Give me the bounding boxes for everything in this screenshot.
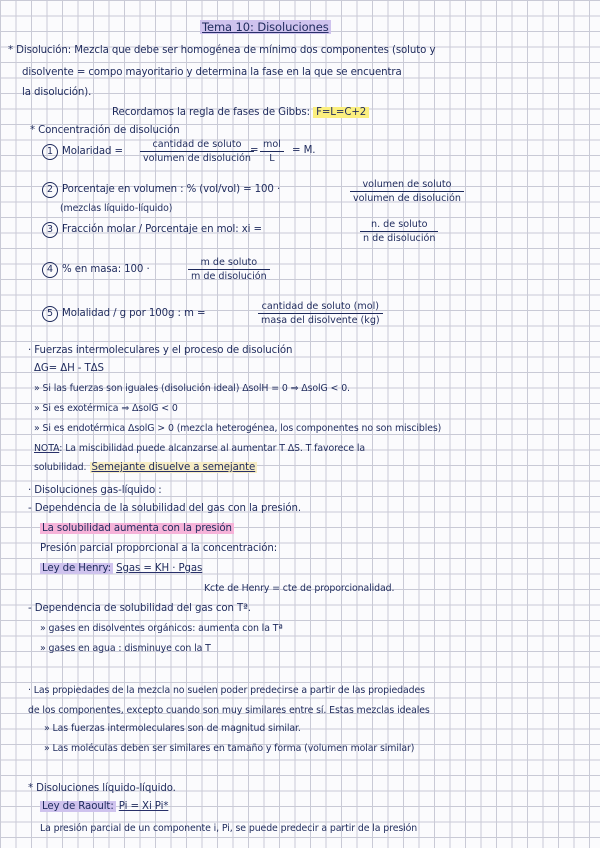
rule-text: Semejante disuelve a semejante [91,462,256,473]
forces-point-1: » Si las fuerzas son iguales (disolución ideal) ΔsolH = 0 ⇒ ΔsolG < 0. [34,383,350,394]
raoult-explanation: La presión parcial de un componente i, Pi, se puede predecir a partir de la presión [40,823,418,834]
gas-liquid-heading: · Disoluciones gas-líquido : [28,485,162,496]
molalidad-label: Molalidad / g por 100g : m = [62,308,206,319]
forces-nota-2 [34,461,257,475]
molalidad-denominator: masa del disolvente (kg) [261,315,380,326]
raoult-law [40,800,168,814]
raoult-formula: Pi = Xi Pi* [118,801,169,812]
raoult-label: Ley de Raoult: [42,801,114,812]
pm-denominator: m de disolución [191,271,267,282]
gibbs-text: Recordamos la regla de fases de Gibbs: [112,107,310,118]
gases-water: » gases en agua : disminuye con la T [40,643,211,654]
item-number-1: 1 [42,144,58,160]
fm-var: xi = [241,224,262,235]
ideal-line-1: · Las propiedades de la mezcla no suelen poder predecirse a partir de las propiedades [28,685,425,696]
concentration-heading: * Concentración de disolución [30,125,180,136]
molalidad-numerator: cantidad de soluto (mol) [258,300,383,314]
pm-fraction [188,256,270,283]
pv-note: (mezclas líquido-líquido) [60,203,173,214]
item-number-5: 5 [42,306,58,322]
fm-numerator: n. de soluto [360,218,438,232]
forces-nota [34,442,365,456]
item-number-2: 2 [42,182,58,198]
pv-formula: % (vol/vol) = 100 · [186,184,281,195]
fm-fraction [360,218,438,245]
liquid-liquid-heading: * Disoluciones líquido-líquido. [28,783,176,794]
title-text: Tema 10: Disoluciones [202,20,329,34]
gibbs-rule [112,106,369,120]
pv-denominator: volumen de disolución [353,193,461,204]
henry-label: Ley de Henry: [42,563,111,574]
intro-line-2: disolvente = compo mayoritario y determina la fase en la que se encuentra [22,67,402,78]
forces-point-3: » Si es endotérmica ΔsolG > 0 (mezcla heterogénea, los componentes no son miscibles) [34,423,442,434]
solubility-highlight-text: La solubilidad aumenta con la presión [42,523,232,534]
molaridad-label: Molaridad = [62,146,123,157]
molaridad-fraction [140,138,254,165]
ideal-line-2: de los componentes, excepto cuando son muy similares entre sí. Estas mezclas ideales [28,705,430,716]
pm-numerator: m de soluto [188,256,270,270]
unit-numerator: mol [260,138,284,152]
item-number-4: 4 [42,262,58,278]
pm-label: % en masa: 100 · [62,264,150,275]
pv-numerator: volumen de soluto [350,178,464,192]
gibbs-equation: ΔG= ΔH - TΔS [34,363,104,374]
fraccion-molar-row [42,222,262,238]
molaridad-denominator: volumen de disolución [143,153,251,164]
pv-label: Porcentaje en volumen : [62,184,184,195]
pv-fraction [350,178,464,205]
porcentaje-masa-row [42,262,150,278]
fm-label: Fracción molar / Porcentaje en mol: [62,224,239,235]
molaridad-unit [260,138,284,165]
molaridad-equals: = [250,145,259,156]
item-number-3: 3 [42,222,58,238]
molalidad-row [42,306,205,322]
henry-formula: Sgas = KH · Pgas [116,563,203,574]
gas-dependence-pressure: - Dependencia de la solubilidad del gas con la presión. [28,503,301,514]
molaridad-result: = M. [292,145,316,156]
nota-label: NOTA [34,443,60,454]
ideal-line-3: » Las fuerzas intermoleculares son de magnitud similar. [44,723,301,734]
molaridad-row [42,144,123,160]
gases-organic: » gases en disolventes orgánicos: aumenta con la Tª [40,623,283,634]
gibbs-formula: F=L=C+2 [313,107,369,118]
nota-text: : La miscibilidad puede alcanzarse al aumentar T ΔS. T favorece la [59,443,366,454]
fm-denominator: n de disolución [363,233,436,244]
henry-law [40,562,202,576]
page-title [200,20,331,34]
henry-note: Kcte de Henry = cte de proporcionalidad. [204,583,395,594]
porcentaje-volumen-row [42,182,280,198]
molaridad-numerator: cantidad de soluto [140,138,254,152]
molalidad-fraction [258,300,383,327]
intro-line-1: * Disolución: Mezcla que debe ser homogénea de mínimo dos componentes (soluto y [8,45,436,56]
forces-heading: · Fuerzas intermoleculares y el proceso de disolución [28,345,293,356]
nota-text-2: solubilidad. [34,462,87,473]
partial-pressure: Presión parcial proporcional a la concentración: [40,543,278,554]
forces-point-2: » Si es exotérmica ⇒ ΔsolG < 0 [34,403,178,414]
gas-dependence-temperature: - Dependencia de solubilidad del gas con Tª. [28,603,251,614]
intro-line-3: la disolución). [22,87,92,98]
ideal-line-4: » Las moléculas deben ser similares en tamaño y forma (volumen molar similar) [44,743,415,754]
unit-denominator: L [269,153,275,164]
solubility-highlight [40,522,234,536]
